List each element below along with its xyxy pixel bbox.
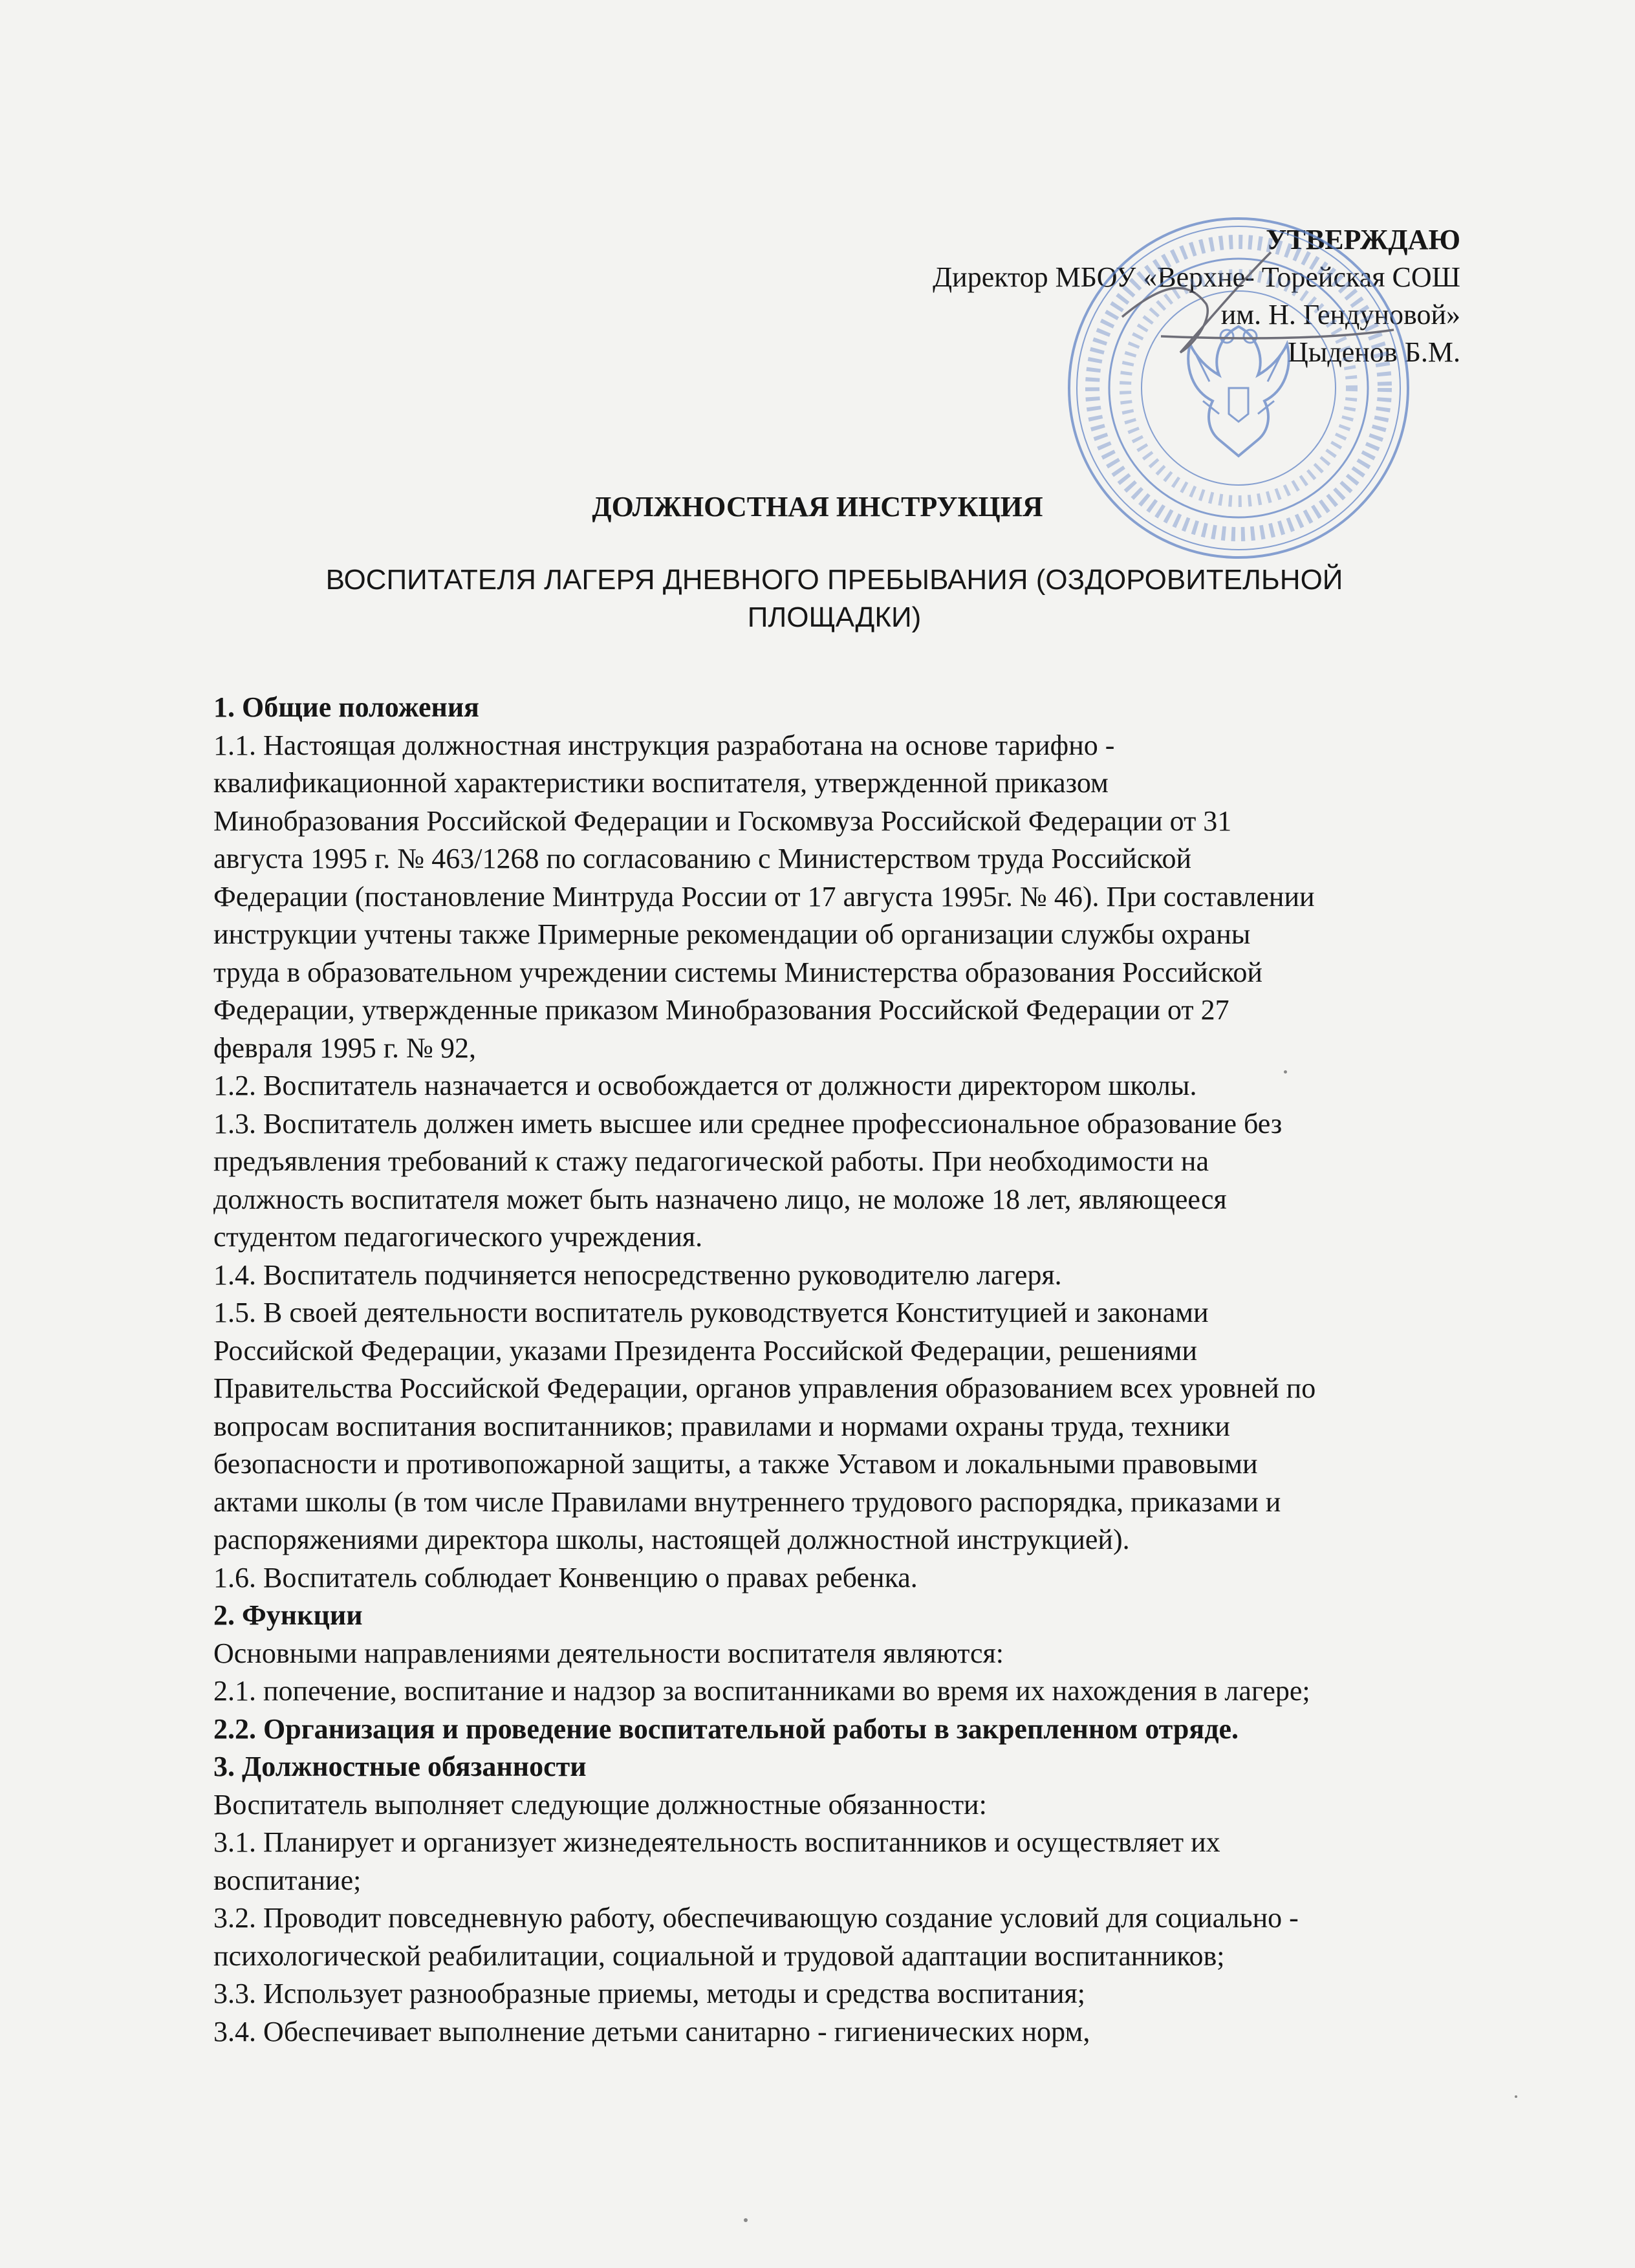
scan-speck xyxy=(1284,1070,1287,1074)
text-line: вопросам воспитания воспитанников; правилами и нормами охраны труда, техники xyxy=(213,1410,1230,1442)
text-line: 3.1. Планирует и организует жизнедеятельность воспитанников и осуществляет их xyxy=(213,1826,1220,1858)
approval-school-name-line: им. Н. Гендуновой» xyxy=(1220,299,1460,330)
text-line: августа 1995 г. № 463/1268 по согласованию с Министерством труда Российской xyxy=(213,843,1192,874)
text-line: Воспитатель выполняет следующие должностные обязанности: xyxy=(213,1788,987,1820)
text-line: 2.1. попечение, воспитание и надзор за воспитанниками во время их нахождения в лагере; xyxy=(213,1675,1310,1707)
text-line: 1.6. Воспитатель соблюдает Конвенцию о правах ребенка. xyxy=(213,1561,918,1593)
text-line: 1.1. Настоящая должностная инструкция разработана на основе тарифно - xyxy=(213,729,1115,761)
text-line: 1.2. Воспитатель назначается и освобождается от должности директором школы. xyxy=(213,1070,1197,1101)
text-line: психологической реабилитации, социальной и трудовой адаптации воспитанников; xyxy=(213,1939,1225,1972)
text-line: 1.4. Воспитатель подчиняется непосредственно руководителю лагеря. xyxy=(213,1258,1062,1291)
text-line: труда в образовательном учреждении системы Министерства образования Российской xyxy=(213,956,1262,988)
subtitle-line: ПЛОЩАДКИ) xyxy=(747,601,922,633)
text-line: актами школы (в том числе Правилами внутреннего трудового распорядка, приказами и xyxy=(213,1485,1281,1518)
text-line: Российской Федерации, указами Президента Российской Федерации, решениями xyxy=(213,1334,1198,1366)
document-subtitle xyxy=(220,561,1449,636)
approval-title: УТВЕРЖДАЮ xyxy=(1266,224,1460,255)
approval-signatory-name: Цыденов Б.М. xyxy=(1288,336,1460,368)
text-line: распоряжениями директора школы, настоящей должностной инструкцией). xyxy=(213,1524,1130,1555)
text-line: Федерации (постановление Минтруда России от 17 августа 1995г. № 46). При составлении xyxy=(213,880,1315,913)
text-line: 1.3. Воспитатель должен иметь высшее или среднее профессиональное образование без xyxy=(213,1107,1283,1139)
text-line: 3.4. Обеспечивает выполнение детьми санитарно - гигиенических норм, xyxy=(213,2015,1090,2047)
text-line: безопасности и противопожарной защиты, а также Уставом и локальными правовыми xyxy=(213,1448,1258,1480)
text-line: 1.5. В своей деятельности воспитатель руководствуется Конституцией и законами xyxy=(213,1297,1209,1328)
text-line: должность воспитателя может быть назначено лицо, не моложе 18 лет, являющееся xyxy=(213,1183,1227,1215)
text-line: инструкции учтены также Примерные рекомендации об организации службы охраны xyxy=(213,918,1251,950)
section-heading: 1. Общие положения xyxy=(213,691,479,723)
text-line: студентом педагогического учреждения. xyxy=(213,1221,703,1253)
text-line: 3.3. Использует разнообразные приемы, методы и средства воспитания; xyxy=(213,1978,1085,2009)
section-heading: 3. Должностные обязанности xyxy=(213,1751,587,1782)
subtitle-line: ВОСПИТАТЕЛЯ ЛАГЕРЯ ДНЕВНОГО ПРЕБЫВАНИЯ (ОЗДОРОВИТЕЛЬНОЙ xyxy=(325,564,1343,596)
text-line: воспитание; xyxy=(213,1864,362,1896)
text-line: предъявления требований к стажу педагогической работы. При необходимости на xyxy=(213,1145,1209,1177)
text-line: Основными направлениями деятельности воспитателя являются: xyxy=(213,1637,1004,1669)
text-line: Минобразования Российской Федерации и Госкомвуза Российской Федерации от 31 xyxy=(213,805,1232,837)
section-heading: 2.2. Организация и проведение воспитательной работы в закрепленном отряде. xyxy=(213,1712,1239,1745)
instruction-body xyxy=(213,689,1494,2051)
text-line: квалификационной характеристики воспитателя, утвержденной приказом xyxy=(213,767,1109,799)
scan-speck xyxy=(744,2218,748,2222)
text-line: февраля 1995 г. № 92, xyxy=(213,1031,476,1064)
scan-speck xyxy=(1515,2095,1517,2098)
document-title: ДОЛЖНОСТНАЯ ИНСТРУКЦИЯ xyxy=(592,491,1043,523)
text-line: Правительства Российской Федерации, органов управления образованием всех уровней по xyxy=(213,1372,1316,1404)
approval-director-line: Директор МБОУ «Верхне- Торейская СОШ xyxy=(933,261,1460,293)
text-line: 3.2. Проводит повседневную работу, обеспечивающую создание условий для социально - xyxy=(213,1902,1299,1934)
text-line: Федерации, утвержденные приказом Минобразования Российской Федерации от 27 xyxy=(213,994,1229,1026)
section-heading: 2. Функции xyxy=(213,1599,363,1631)
